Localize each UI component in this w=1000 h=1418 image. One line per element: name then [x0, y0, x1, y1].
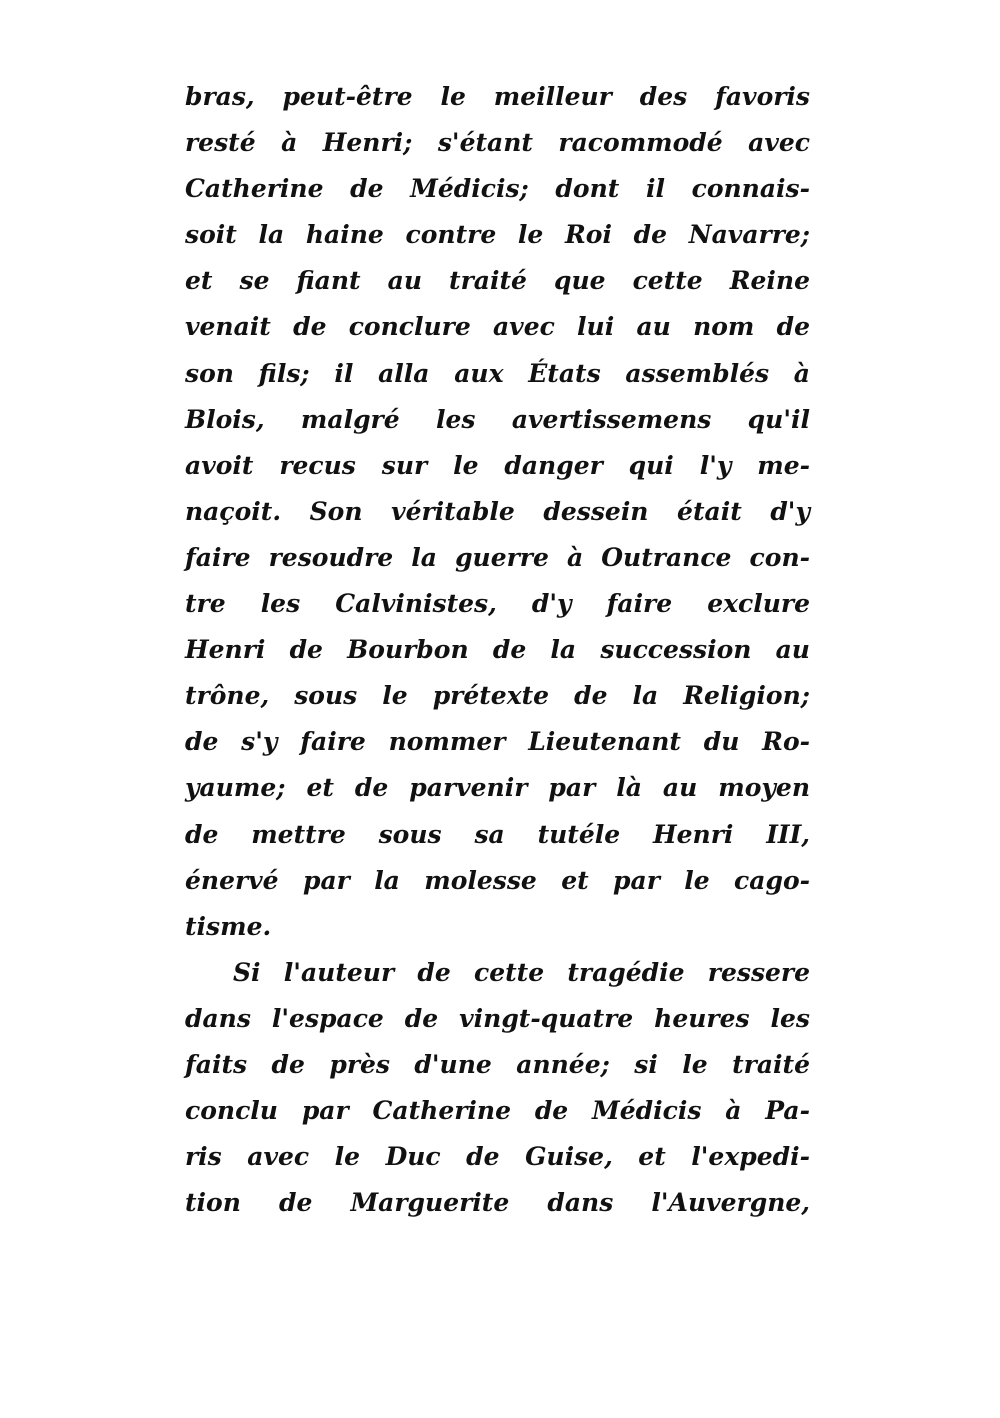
text-line: énervé par la molesse et par le cago-	[185, 865, 810, 895]
text-line: Blois, malgré les avertissemens qu'il	[185, 404, 810, 434]
text-line: Si l'auteur de cette tragédie ressere	[233, 957, 810, 987]
text-line: tion de Marguerite dans l'Auvergne,	[185, 1188, 810, 1218]
text-line: dans l'espace de vingt-quatre heures les	[185, 1003, 810, 1033]
text-line: tisme.	[185, 911, 272, 941]
paragraph-1	[185, 74, 810, 950]
text-line: tre les Calvinistes, d'y faire exclure	[185, 589, 810, 619]
text-line: avoit recus sur le danger qui l'y me-	[185, 450, 810, 480]
text-line: naçoit. Son véritable dessein était d'y	[185, 496, 810, 526]
text-line: Henri de Bourbon de la succession au	[185, 635, 810, 665]
text-line: yaume; et de parvenir par là au moyen	[185, 773, 810, 803]
text-line: soit la haine contre le Roi de Navarre;	[185, 220, 810, 250]
text-line: ris avec le Duc de Guise, et l'expedi-	[185, 1142, 810, 1172]
page-text	[185, 74, 810, 1226]
text-line: de s'y faire nommer Lieutenant du Ro-	[185, 727, 810, 757]
text-line: faire resoudre la guerre à Outrance con-	[185, 542, 810, 572]
text-line: faits de près d'une année; si le traité	[185, 1049, 810, 1079]
text-line: et se fiant au traité que cette Reine	[185, 266, 810, 296]
text-line: resté à Henri; s'étant racommodé avec	[185, 128, 810, 158]
text-line: de mettre sous sa tutéle Henri III,	[185, 819, 810, 849]
text-line: venait de conclure avec lui au nom de	[185, 312, 810, 342]
text-line: Catherine de Médicis; dont il connais-	[185, 174, 810, 204]
text-line: trône, sous le prétexte de la Religion;	[185, 681, 810, 711]
text-line: son fils; il alla aux États assemblés à	[185, 358, 810, 388]
text-line: conclu par Catherine de Médicis à Pa-	[185, 1096, 810, 1126]
text-line: bras, peut-être le meilleur des favoris	[185, 82, 810, 111]
paragraph-2	[185, 950, 810, 1227]
